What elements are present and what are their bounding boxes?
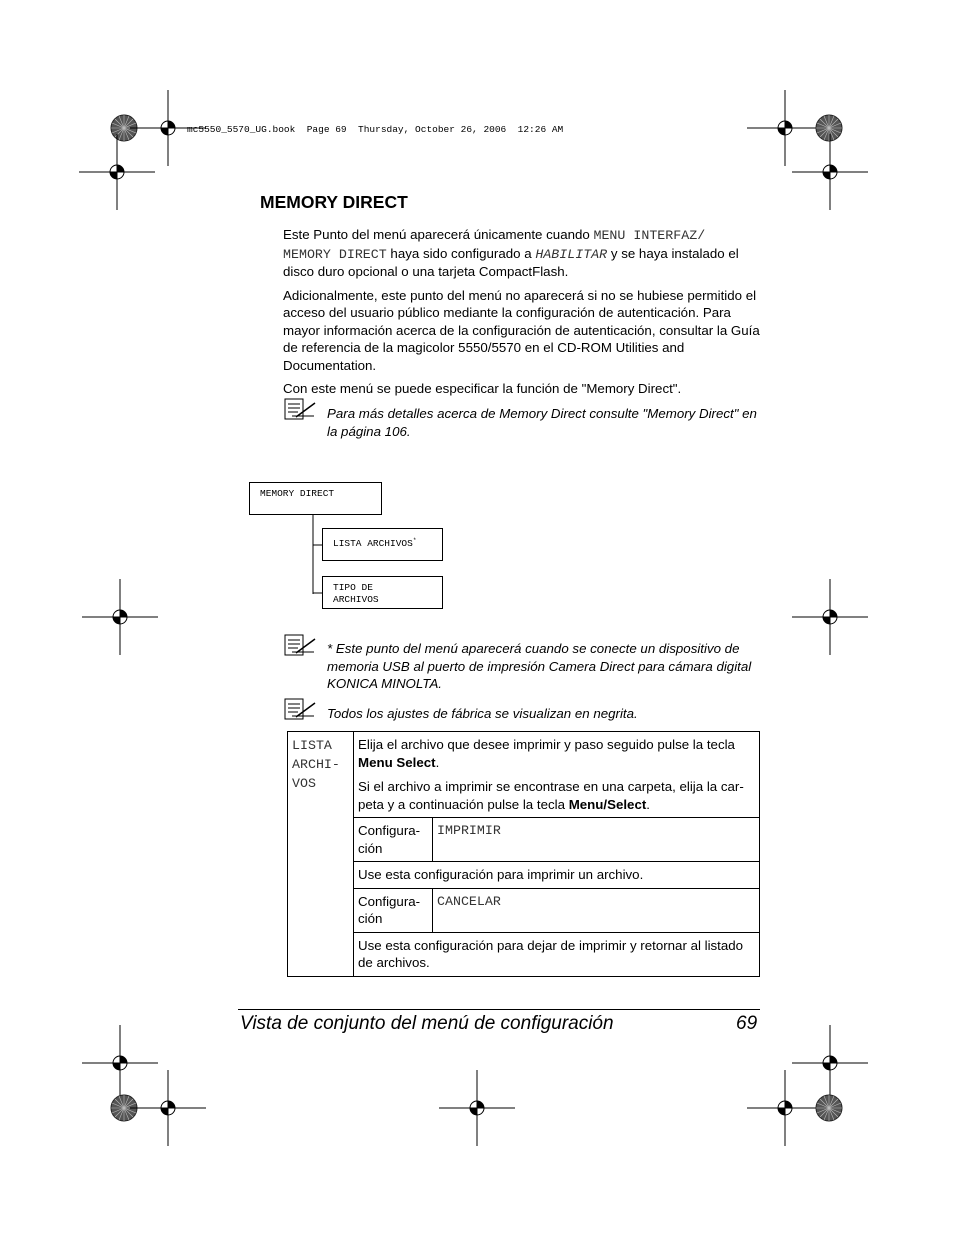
note-icon [284, 634, 318, 656]
note-text-2: * Este punto del menú aparecerá cuando se conecte un dispositivo de memoria USB al puerto de impresión Camera Direct para cámara digital KONICA MINOLTA. [327, 641, 752, 691]
config-label-cell: Configura-ción [354, 818, 433, 862]
paragraph-1: Este Punto del menú aparecerá únicamente cuando MENU INTERFAZ/ MEMORY DIRECT haya sido configurado a HABILITAR y se haya instalado el disco duro opcional o una tarjeta CompactFlash. [283, 227, 739, 279]
page-number: 69 [736, 1013, 758, 1034]
paragraph-2: Adicionalmente, este punto del menú no aparecerá si no se hubiese permitido el acceso del usuario público mediante la configuración de autenticación. Para mayor información acerca de la configuración de autenticación, consultar la Guía de referencia de la magicolor 5550/5570 en el CD-ROM Utilities and Documentation. [283, 287, 760, 373]
description-cell: Elija el archivo que desee imprimir y paso seguido pulse la tecla Menu Select. Si el archivo a imprimir se encontrase en una carpeta, elija la car-peta y a continuación pulse la tecla Menu/Select. [354, 732, 760, 818]
config-label-cell: Configura-ción [354, 888, 433, 932]
table-row [288, 862, 760, 889]
footer-title: Vista de conjunto del menú de configuración [240, 1013, 614, 1034]
note-icon [284, 698, 318, 720]
note-icon [284, 398, 318, 420]
menu-box-lista-archivos: LISTA ARCHIVOS* [322, 528, 443, 561]
section-body [283, 226, 761, 404]
config-desc-cell: Use esta configuración para dejar de imprimir y retornar al listado de archivos. [354, 932, 760, 976]
section-title: MEMORY DIRECT [260, 192, 408, 212]
settings-table [287, 731, 760, 977]
config-value-cell: CANCELAR [433, 888, 760, 932]
table-row [288, 818, 760, 862]
menu-item-cell: LISTA ARCHI- VOS [288, 732, 354, 977]
config-desc-cell: Use esta configuración para imprimir un archivo. [354, 862, 760, 889]
table-row [288, 888, 760, 932]
note-text-3: Todos los ajustes de fábrica se visualizan en negrita. [327, 706, 638, 721]
menu-box-memory-direct: MEMORY DIRECT [249, 482, 382, 515]
footer-rule [238, 1009, 760, 1010]
config-value-cell: IMPRIMIR [433, 818, 760, 862]
paragraph-3: Con este menú se puede especificar la función de "Memory Direct". [283, 381, 682, 396]
note-text-1: Para más detalles acerca de Memory Direct consulte "Memory Direct" en la página 106. [327, 406, 757, 439]
table-row [288, 732, 760, 818]
print-header: mc5550_5570_UG.book Page 69 Thursday, October 26, 2006 12:26 AM [187, 124, 564, 135]
table-row [288, 932, 760, 976]
menu-box-tipo-archivos: TIPO DE ARCHIVOS [322, 576, 443, 609]
